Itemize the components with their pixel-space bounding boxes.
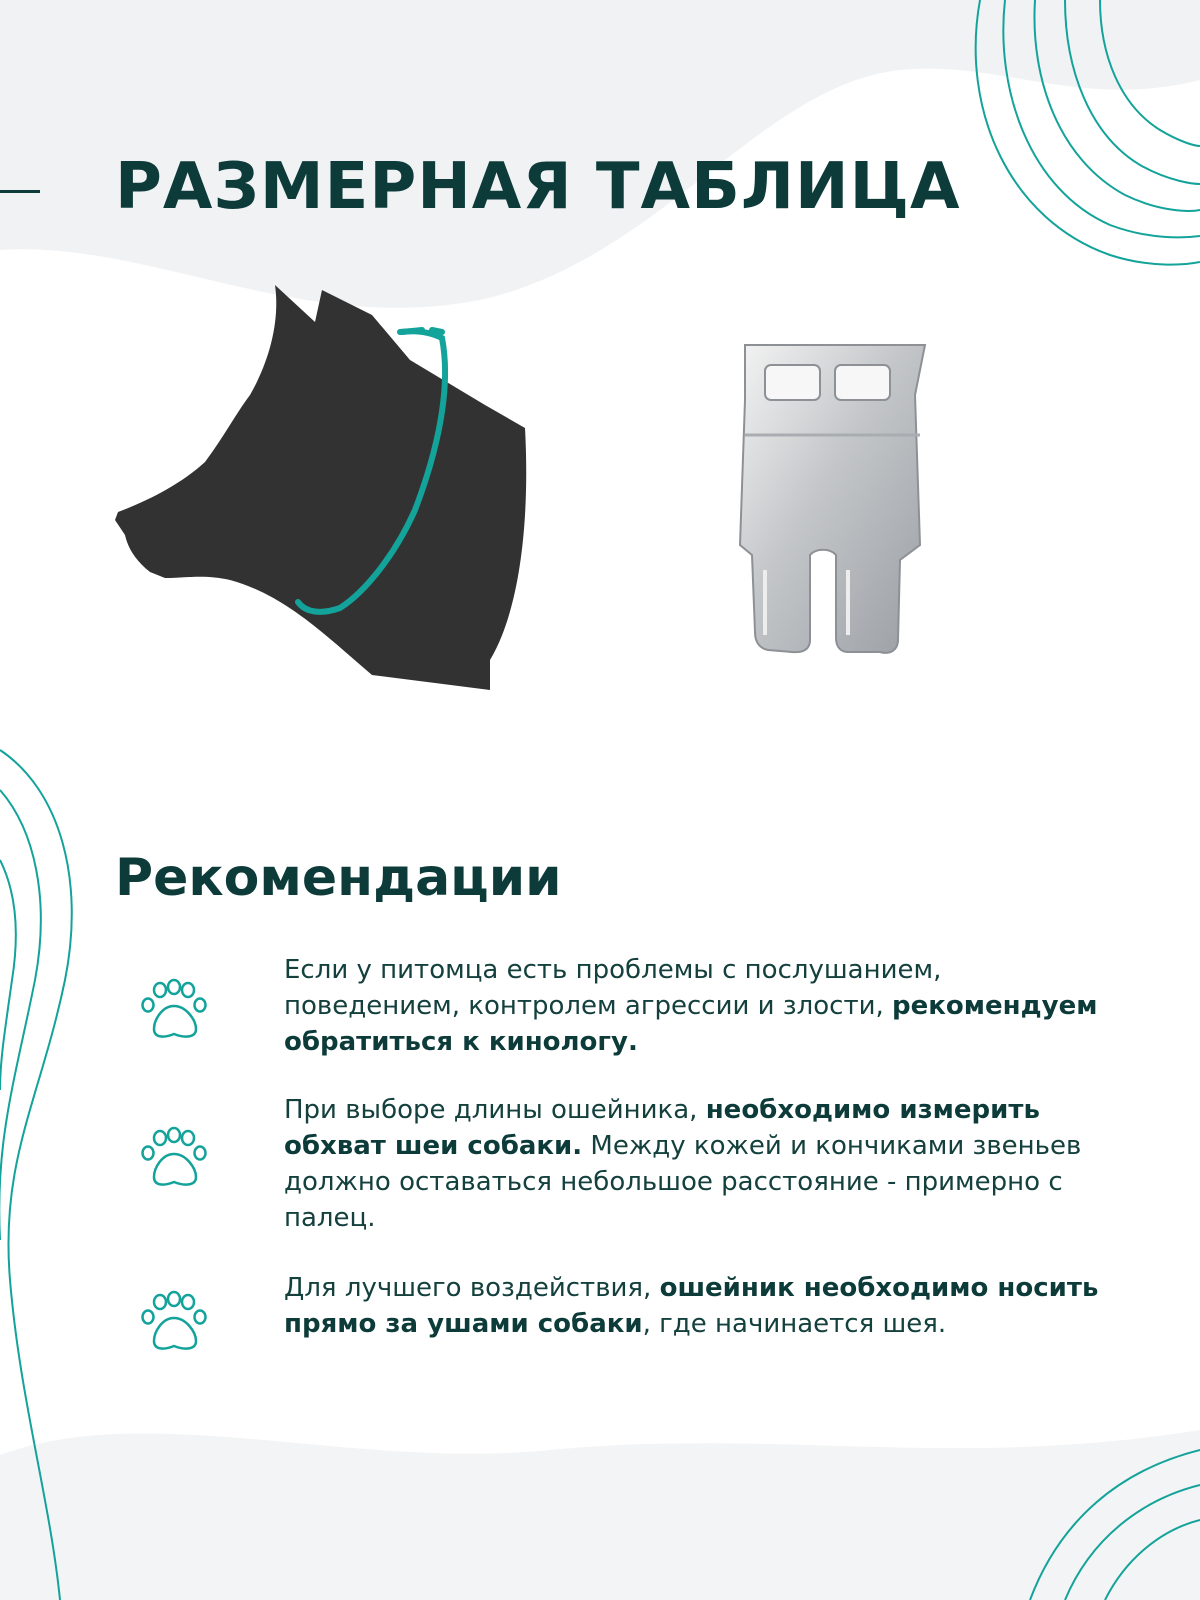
paw-icon	[138, 978, 208, 1044]
recommendation-text-3: Для лучшего воздействия, ошейник необходимо носить прямо за ушами собаки, где начинается шея.	[284, 1273, 1099, 1339]
clip-slot-left	[765, 365, 820, 400]
paw-icon	[138, 1126, 208, 1192]
recommendations-title: Рекомендации	[115, 848, 562, 908]
collar-dash-marks	[402, 330, 442, 332]
dog-head-silhouette-icon	[110, 280, 540, 690]
background-blob-bottom	[0, 1430, 1200, 1600]
collar-clip-image	[730, 340, 940, 670]
paw-icon	[138, 1290, 208, 1356]
recommendation-text-1: Если у питомца есть проблемы с послушанием, поведением, контролем агрессии и злости, рекомендуем обратиться к кинологу.	[284, 955, 1098, 1057]
page-title: РАЗМЕРНАЯ ТАБЛИЦА	[115, 150, 961, 224]
title-accent-line	[0, 190, 40, 193]
clip-slot-right	[835, 365, 890, 400]
recommendation-text-2: При выборе длины ошейника, необходимо измерить обхват шеи собаки. Между кожей и кончиками звеньев должно оставаться небольшое расстояние - примерно с палец.	[284, 1095, 1082, 1233]
dog-silhouette	[115, 285, 526, 690]
